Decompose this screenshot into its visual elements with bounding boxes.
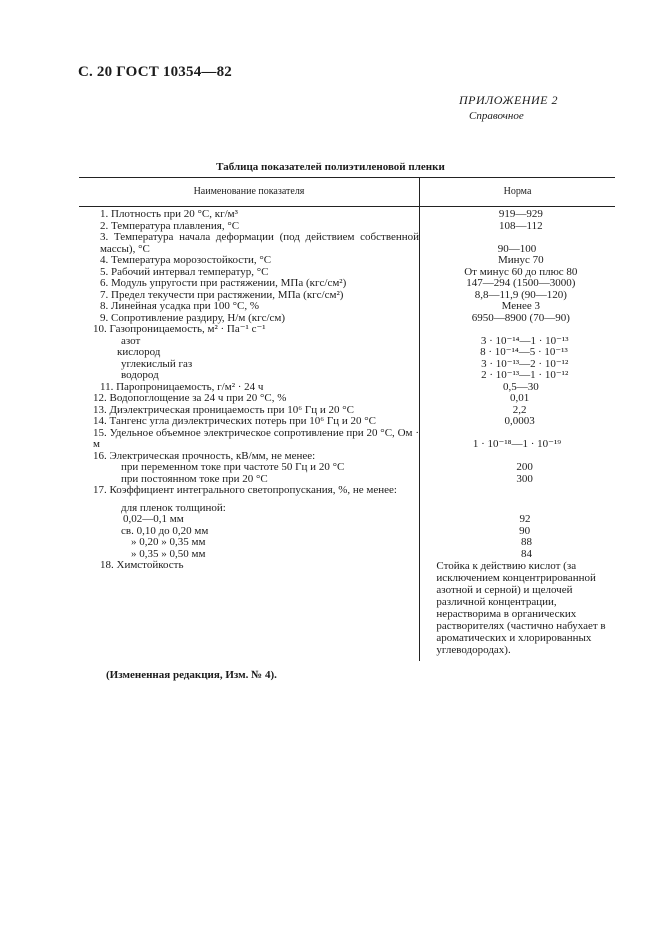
table-row <box>79 370 615 382</box>
row-norm: 6950—8900 (70—90) <box>471 311 570 324</box>
row-name: 15. Удельное объемное электрическое сопротивление при 20 °С, Ом · м <box>93 426 419 450</box>
row-norm: 84 <box>521 547 532 560</box>
row-norm: 108—112 <box>499 219 543 232</box>
table-title: Таблица показателей полиэтиленовой пленки <box>216 161 445 173</box>
row-norm: 0,5—30 <box>502 380 539 393</box>
row-norm: 200 <box>516 461 533 473</box>
table-row <box>79 232 615 255</box>
appendix-label <box>459 92 579 124</box>
appendix-title: ПРИЛОЖЕНИЕ 2 <box>459 93 558 107</box>
appendix-type: Справочное <box>469 110 524 122</box>
table-row <box>79 209 615 221</box>
row-name: 10. Газопроницаемость, м² · Па⁻¹ с⁻¹ <box>93 323 266 335</box>
row-name: 4. Температура морозостойкости, °С <box>100 254 272 266</box>
row-norm: 8,8—11,9 (90—120) <box>474 288 567 301</box>
row-norm: 2 · 10⁻¹³—1 · 10⁻¹² <box>481 369 569 381</box>
row-norm: 88 <box>521 536 532 548</box>
table-row <box>79 347 615 359</box>
row-norm: 300 <box>516 472 533 485</box>
row-name: азот <box>121 334 141 347</box>
row-norm: 3 · 10⁻¹⁴—1 · 10⁻¹³ <box>480 334 569 347</box>
row-name: при постоянном токе при 20 °С <box>121 472 268 485</box>
row-norm: 8 · 10⁻¹⁴—5 · 10⁻¹³ <box>480 346 568 358</box>
row-norm: 90 <box>519 524 531 537</box>
row-name: 12. Водопоглощение за 24 ч при 20 °С, % <box>93 392 287 404</box>
table-row <box>79 301 615 313</box>
row-norm: 2,2 <box>512 403 527 416</box>
row-name: 1. Плотность при 20 °С, кг/м³ <box>100 208 238 220</box>
row-name: св. 0,10 до 0,20 мм <box>121 524 209 537</box>
column-divider <box>419 207 420 661</box>
row-name: 7. Предел текучести при растяжении, МПа (кгс/см²) <box>100 288 344 301</box>
table-row <box>79 560 615 656</box>
row-name: » 0,20 » 0,35 мм <box>131 536 206 548</box>
row-name: 2. Температура плавления, °С <box>100 219 240 232</box>
table-body <box>79 207 615 656</box>
row-name: 9. Сопротивление раздиру, Н/м (кгс/см) <box>100 311 286 324</box>
row-name: » 0,35 » 0,50 мм <box>131 547 206 560</box>
table-header <box>79 177 615 207</box>
row-norm: 3 · 10⁻¹³—2 · 10⁻¹² <box>481 357 569 370</box>
row-norm: От минус 60 до плюс 80 <box>464 265 578 278</box>
row-name: кислород <box>117 346 161 358</box>
table-row <box>79 255 615 267</box>
row-name: 0,02—0,1 мм <box>123 513 184 525</box>
table-row <box>79 324 615 336</box>
row-name: углекислый газ <box>121 357 193 370</box>
row-norm: Менее 3 <box>501 300 541 312</box>
table-row <box>79 514 615 526</box>
table-row <box>79 416 615 428</box>
row-name: 11. Паропроницаемость, г/м² · 24 ч <box>100 380 264 393</box>
row-norm: 0,0003 <box>504 415 535 427</box>
row-name: 18. Химстойкость <box>100 559 184 571</box>
row-norm: 90—100 <box>497 242 537 255</box>
row-name: 16. Электрическая прочность, кВ/мм, не менее: <box>93 449 316 462</box>
table-row <box>79 537 615 549</box>
column-header-name: Наименование показателя <box>193 186 305 197</box>
row-name: 3. Температура начала деформации (под действием собственной массы), °С <box>100 231 419 255</box>
row-name: 8. Линейная усадка при 100 °С, % <box>100 300 260 312</box>
row-norm: 919—929 <box>498 208 543 220</box>
row-name: для пленок толщиной: <box>121 501 226 514</box>
row-norm: 147—294 (1500—3000) <box>466 277 576 289</box>
column-header-norm: Норма <box>503 186 532 197</box>
row-norm: Стойка к действию кислот (за исключением концентрированной азотной и серной) и щелочей различной концентрации, нерастворима в органических растворителях (частично набухает в ароматических и хлорированных углеводородах). <box>436 560 606 656</box>
table-row <box>79 278 615 290</box>
revision-note: (Измененная редакция, Изм. № 4). <box>106 669 277 681</box>
row-norm: 1 · 10⁻¹⁸—1 · 10⁻¹⁹ <box>472 438 562 450</box>
row-norm: 92 <box>519 513 531 525</box>
row-name: 17. Коэффициент интегрального светопропускания, %, не менее: <box>93 484 397 496</box>
table-row <box>79 393 615 405</box>
row-name: 14. Тангенс угла диэлектрических потерь при 10⁶ Гц и 20 °С <box>93 415 376 427</box>
row-name: 5. Рабочий интервал температур, °С <box>100 265 269 278</box>
row-name: при переменном токе при частоте 50 Гц и 20 °С <box>121 461 345 473</box>
properties-table <box>79 177 615 656</box>
table-row <box>79 428 615 451</box>
table-row <box>79 485 615 497</box>
row-name: водород <box>121 369 159 381</box>
row-name: 13. Диэлектрическая проницаемость при 10⁶ Гц и 20 °С <box>93 403 354 416</box>
row-name: 6. Модуль упругости при растяжении, МПа (кгс/см²) <box>100 277 347 289</box>
table-row <box>79 462 615 474</box>
page-reference: С. 20 ГОСТ 10354—82 <box>78 64 232 80</box>
row-norm: 0,01 <box>509 392 530 404</box>
row-norm: Минус 70 <box>497 254 544 266</box>
